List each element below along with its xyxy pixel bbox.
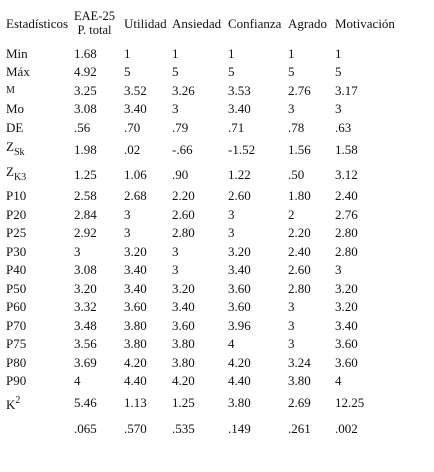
cell: 5: [288, 64, 295, 80]
cell: 3.52: [124, 82, 147, 98]
header-eae25-line2: P. total: [77, 23, 112, 37]
cell: 1.58: [335, 141, 358, 157]
table-row: [6, 242, 425, 261]
cell: 2.68: [124, 188, 147, 204]
cell: 2.40: [335, 188, 358, 204]
cell: 2.58: [74, 188, 97, 204]
cell: 4.40: [228, 373, 251, 389]
row-label: P30: [6, 243, 27, 259]
cell: .90: [172, 166, 189, 182]
cell: 3.20: [228, 243, 251, 259]
cell: 3.20: [74, 280, 97, 296]
cell: 3.17: [335, 82, 358, 98]
table-row: [6, 63, 425, 82]
row-label: P50: [6, 280, 27, 296]
cell: 1.25: [172, 395, 195, 410]
cell: .535: [172, 421, 195, 436]
cell: .71: [228, 119, 245, 135]
row-label: P20: [6, 206, 27, 222]
cell: 3.20: [335, 280, 358, 296]
row-label: Min: [6, 45, 28, 61]
cell: 3: [288, 336, 295, 352]
header-motivacion: Motivación: [335, 15, 395, 31]
cell: 3.48: [74, 317, 97, 333]
cell: 4: [335, 373, 342, 389]
row-label: [6, 162, 74, 187]
cell: 3.60: [228, 280, 251, 296]
row-label-main: K: [6, 397, 16, 412]
cell: .78: [288, 119, 305, 135]
cell: 1: [335, 45, 342, 61]
table-row: [6, 162, 425, 187]
table-row: [6, 100, 425, 119]
row-label: Mo: [6, 101, 25, 117]
cell: 4.40: [124, 373, 147, 389]
cell: 3.24: [288, 354, 311, 370]
cell: 3.40: [335, 317, 358, 333]
header-confianza: Confianza: [228, 15, 282, 31]
cell: 1.80: [288, 188, 311, 204]
cell: 2.40: [288, 243, 311, 259]
cell: 3.80: [124, 336, 147, 352]
row-label: P25: [6, 225, 27, 241]
header-utilidad: Utilidad: [124, 15, 167, 31]
table-row: [6, 372, 425, 391]
row-label: [6, 415, 74, 443]
row-label-superscript: 2: [15, 395, 21, 406]
cell: .79: [172, 119, 189, 135]
row-label: Máx: [6, 64, 30, 80]
table-row: [6, 44, 425, 63]
table-row: [6, 187, 425, 206]
cell: 4.20: [228, 354, 251, 370]
row-label: [6, 137, 74, 162]
row-label: P75: [6, 336, 27, 352]
cell: 3.80: [288, 373, 311, 389]
cell: 2.60: [288, 262, 311, 278]
cell: 2.60: [172, 206, 195, 222]
cell: 2: [288, 206, 295, 222]
cell: 3: [124, 225, 131, 241]
cell: 3: [172, 262, 179, 278]
row-label: P40: [6, 262, 27, 278]
row-label-subscript: K3: [13, 171, 27, 183]
cell: 3.25: [74, 82, 97, 98]
cell: 3.80: [172, 336, 195, 352]
row-label: P90: [6, 373, 27, 389]
cell: 3: [228, 206, 235, 222]
cell: -.66: [172, 141, 193, 157]
cell: 3: [288, 317, 295, 333]
cell: 2.80: [335, 225, 358, 241]
cell: 4.20: [172, 373, 195, 389]
cell: .70: [124, 119, 141, 135]
cell: 3.56: [74, 336, 97, 352]
cell: .002: [335, 421, 358, 436]
table-row: [6, 335, 425, 354]
table-row: [6, 353, 425, 372]
cell: 3.80: [172, 354, 195, 370]
table-row: [6, 81, 425, 100]
cell: .570: [124, 421, 147, 436]
cell: 3.80: [228, 395, 251, 410]
table-row: [6, 415, 425, 443]
cell: -1.52: [228, 141, 256, 157]
cell: 3.69: [74, 354, 97, 370]
row-label: M: [6, 84, 15, 96]
cell: 3.20: [124, 243, 147, 259]
cell: 2.80: [288, 280, 311, 296]
cell: 3.32: [74, 299, 97, 315]
cell: 1.98: [74, 141, 97, 157]
cell: 5: [172, 64, 179, 80]
cell: 3.40: [172, 299, 195, 315]
table-row: [6, 205, 425, 224]
cell: 3.40: [228, 262, 251, 278]
cell: 1.56: [288, 141, 311, 157]
row-label: P10: [6, 188, 27, 204]
cell: 3.08: [74, 101, 97, 117]
cell: 1.13: [124, 395, 147, 410]
cell: 1: [288, 45, 295, 61]
table-row: [6, 390, 425, 415]
row-label: P70: [6, 317, 27, 333]
cell: 2.92: [74, 225, 97, 241]
cell: 2.80: [172, 225, 195, 241]
row-label: P80: [6, 354, 27, 370]
cell: 3.26: [172, 82, 195, 98]
cell: 3: [288, 101, 295, 117]
cell: .02: [124, 141, 141, 157]
table-row: [6, 279, 425, 298]
row-label-main: Z: [6, 138, 14, 154]
cell: .261: [288, 421, 311, 436]
cell: 2.80: [335, 243, 358, 259]
descriptive-statistics-table: [6, 2, 425, 443]
cell: .56: [74, 119, 91, 135]
cell: 3: [74, 243, 81, 259]
cell: 3: [288, 299, 295, 315]
cell: .065: [74, 421, 97, 436]
cell: 2.76: [335, 206, 358, 222]
cell: 3.96: [228, 317, 251, 333]
row-label-main: Z: [6, 163, 14, 179]
cell: 3: [172, 101, 179, 117]
cell: 3.40: [124, 280, 147, 296]
table-row: [6, 224, 425, 243]
cell: .63: [335, 119, 352, 135]
cell: 5: [228, 64, 235, 80]
cell: 1.25: [74, 166, 97, 182]
table-row: [6, 261, 425, 280]
cell: 2.84: [74, 206, 97, 222]
header-eae25-line1: EAE-25: [74, 9, 115, 23]
row-label: P60: [6, 299, 27, 315]
cell: 3.60: [228, 299, 251, 315]
cell: 3: [335, 101, 342, 117]
table-row: [6, 118, 425, 137]
cell: 4.92: [74, 64, 97, 80]
cell: 3.20: [335, 299, 358, 315]
cell: 5: [335, 64, 342, 80]
cell: 3.08: [74, 262, 97, 278]
cell: .149: [228, 421, 251, 436]
header-agrado: Agrado: [288, 15, 327, 31]
cell: 3.60: [172, 317, 195, 333]
cell: 2.69: [288, 395, 311, 410]
cell: 1: [172, 45, 179, 61]
cell: 3.60: [124, 299, 147, 315]
header-eae25: [74, 2, 124, 44]
cell: 4.20: [124, 354, 147, 370]
cell: 5.46: [74, 395, 97, 410]
cell: 3.80: [124, 317, 147, 333]
cell: 2.20: [288, 225, 311, 241]
cell: 3.12: [335, 166, 358, 182]
cell: 1: [124, 45, 131, 61]
cell: 3.60: [335, 336, 358, 352]
cell: 3.53: [228, 82, 251, 98]
cell: 1: [228, 45, 235, 61]
cell: 3.40: [228, 101, 251, 117]
cell: 3.40: [124, 101, 147, 117]
cell: 3: [335, 262, 342, 278]
cell: 3.20: [172, 280, 195, 296]
cell: 5: [124, 64, 131, 80]
cell: 2.76: [288, 82, 311, 98]
cell: 3.40: [124, 262, 147, 278]
header-ansiedad: Ansiedad: [172, 15, 222, 31]
cell: 1.22: [228, 166, 251, 182]
table-row: [6, 137, 425, 162]
cell: 4: [228, 336, 235, 352]
cell: 2.60: [228, 188, 251, 204]
table-row: [6, 298, 425, 317]
cell: .50: [288, 166, 305, 182]
cell: 1.68: [74, 45, 97, 61]
cell: 2.20: [172, 188, 195, 204]
table-row: [6, 316, 425, 335]
header-estadisticos: Estadísticos: [6, 15, 69, 31]
row-label: DE: [6, 119, 24, 135]
cell: 3: [228, 225, 235, 241]
cell: 3: [124, 206, 131, 222]
row-label-subscript: Sk: [13, 146, 25, 158]
cell: 12.25: [335, 395, 365, 410]
cell: 3.60: [335, 354, 358, 370]
header-row: [6, 2, 425, 44]
cell: 4: [74, 373, 81, 389]
row-label: [6, 390, 74, 415]
cell: 3: [172, 243, 179, 259]
cell: 1.06: [124, 166, 147, 182]
